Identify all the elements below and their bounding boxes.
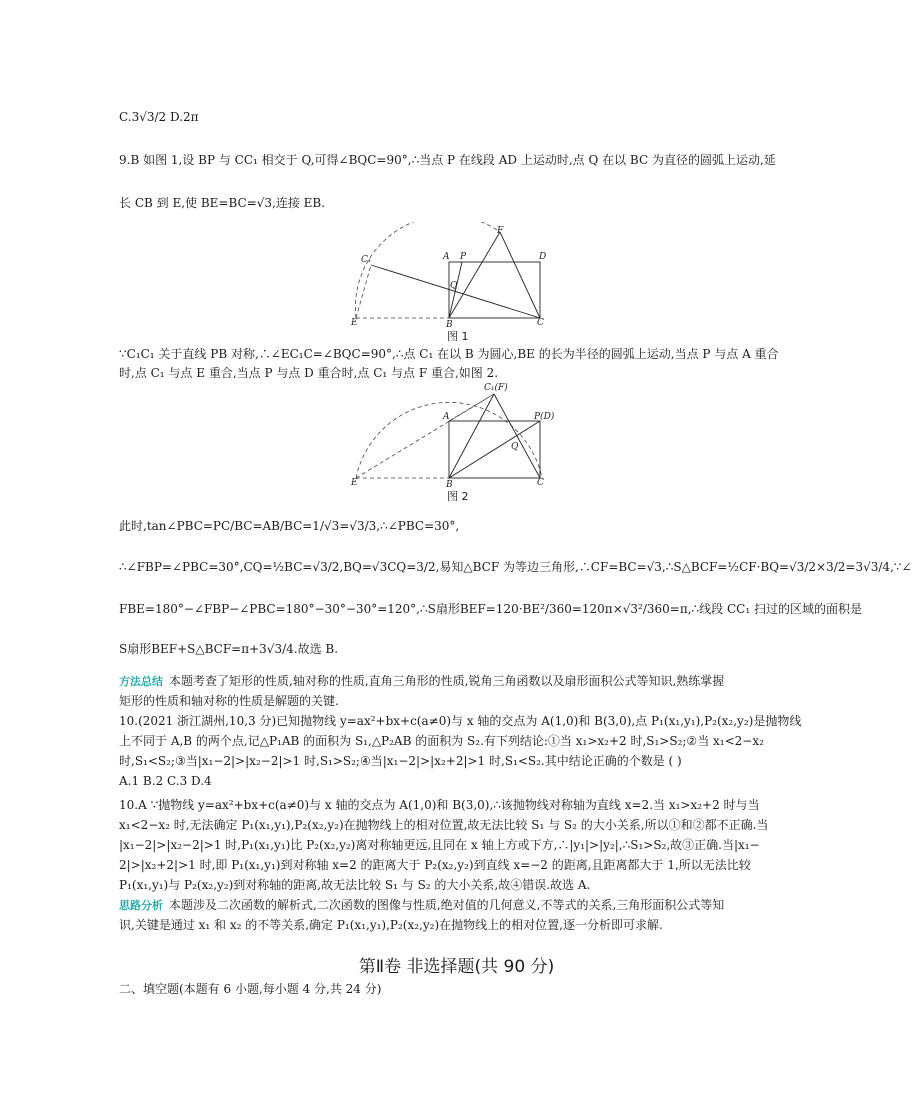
fig2-label-C1F: C₁(F) <box>484 383 508 393</box>
analysis-note <box>119 896 799 915</box>
fig1-dashed-EC1 <box>356 265 371 318</box>
solution-9-line-6: ∴∠FBP=∠PBC=30°,CQ=½BC=√3/2,BQ=√3CQ=3/2,易知△BCF 为等边三角形,∴CF=BC=√3,∴S△BCF=½CF·BQ=√3/2×3/2=3√3/4,∵∠ <box>119 560 912 574</box>
solution-10-line-5: P₁(x₁,y₁)与 P₂(x₂,y₂)到对称轴的距离,故无法比较 S₁ 与 S₂ 的大小关系,故④错误.故选 A. <box>119 878 591 892</box>
fig1-rectangle <box>449 262 540 318</box>
solution-10-line-2: x₁<2−x₂ 时,无法确定 P₁(x₁,y₁),P₂(x₂,y₂)在抛物线上的相对位置,故无法比较 S₁ 与 S₂ 的大小关系,所以①和②都不正确.当 <box>119 818 769 832</box>
solution-9-line-1: 9.B 如图 1,设 BP 与 CC₁ 相交于 Q,可得∠BQC=90°,∴当点 P 在线段 AD 上运动时,点 Q 在以 BC 为直径的圆弧上运动,延 <box>119 153 776 167</box>
solution-9-line-7: FBE=180°−∠FBP−∠PBC=180°−30°−30°=120°,∴S扇形BEF=120·BE²/360=120π×√3²/360=π,∴线段 CC₁ 扫过的区域的面积是 <box>119 602 862 616</box>
fig2-label-B: B <box>446 480 453 488</box>
solution-9-line-8: S扇形BEF+S△BCF=π+3√3/4.故选 B. <box>119 642 339 656</box>
fig1-line-BF <box>449 232 500 318</box>
analysis-note-line-2: 识,关键是通过 x₁ 和 x₂ 的不等关系,确定 P₁(x₁,y₁),P₂(x₂,y₂)在抛物线上的相对位置,逐一分析即可求解. <box>119 918 663 932</box>
fig1-label-B: B <box>446 320 453 330</box>
fig1-label-E: E <box>351 318 358 328</box>
fig1-dashed-arc <box>355 222 500 318</box>
figure-1 <box>345 222 555 332</box>
section-title: 第Ⅱ卷 非选择题(共 90 分) <box>358 957 555 977</box>
question-10-line-3: 时,S₁<S₂;③当|x₁−2|>|x₂−2|>1 时,S₁>S₂;④当|x₁−2|>|x₂+2|>1 时,S₁<S₂.其中结论正确的个数是 ( ) <box>119 754 682 768</box>
fig2-caption: 图 2 <box>447 490 469 503</box>
fig2-label-E: E <box>351 478 358 488</box>
fig1-label-F: F <box>497 226 504 236</box>
fig2-line-BC1 <box>449 394 494 478</box>
solution-9-line-2: 长 CB 到 E,使 BE=BC=√3,连接 EB. <box>119 196 326 210</box>
fill-in-heading: 二、填空题(本题有 6 小题,每小题 4 分,共 24 分) <box>119 982 382 996</box>
method-summary-tag: 方法总结 <box>119 675 163 688</box>
fig2-label-Q: Q <box>511 442 519 452</box>
fig2-label-C: C <box>537 478 544 488</box>
method-summary-text: 本题考查了矩形的性质,轴对称的性质,直角三角形的性质,锐角三角函数以及扇形面积公式等知识,熟练掌握 <box>169 674 725 688</box>
fig1-label-D: D <box>539 252 547 262</box>
question-10-line-2: 上不同于 A,B 的两个点,记△P₁AB 的面积为 S₁,△P₂AB 的面积为 S₂.有下列结论:①当 x₁>x₂+2 时,S₁>S₂;②当 x₁<2−x₂ <box>119 734 764 748</box>
method-summary-line-2: 矩形的性质和轴对称的性质是解题的关键. <box>119 694 339 708</box>
figure-2 <box>345 378 555 488</box>
solution-10-line-3: |x₁−2|>|x₂−2|>1 时,P₁(x₁,y₁)比 P₂(x₂,y₂)离对称轴更远,且同在 x 轴上方或下方,∴|y₁|>|y₂|,∴S₁>S₂,故③正确.当|x₁− <box>119 838 760 852</box>
fig2-line-BD <box>449 421 540 478</box>
option-line-c-d: C.3√3/2 D.2π <box>119 110 199 124</box>
fig1-caption: 图 1 <box>447 330 469 343</box>
question-10-options: A.1 B.2 C.3 D.4 <box>119 774 212 788</box>
solution-9-line-4: 时,点 C₁ 与点 E 重合,当点 P 与点 D 重合时,点 C₁ 与点 F 重合,如图 2. <box>119 366 499 380</box>
fig2-label-A: A <box>443 412 450 422</box>
solution-9-line-5: 此时,tan∠PBC=PC/BC=AB/BC=1/√3=√3/3,∴∠PBC=30°, <box>119 519 460 533</box>
fig2-label-PD: P(D) <box>534 412 555 422</box>
fig1-line-FC <box>500 232 540 318</box>
fig1-label-C: C <box>537 318 544 328</box>
fig2-line-C1C <box>494 394 540 478</box>
fig1-label-C1: C₁ <box>361 255 372 265</box>
fig1-label-Q: Q <box>450 281 458 291</box>
solution-10-line-4: 2|>|x₂+2|>1 时,即 P₁(x₁,y₁)到对称轴 x=2 的距离大于 P₂(x₂,y₂)到直线 x=−2 的距离,且距离都大于 1,所以无法比较 <box>119 858 751 872</box>
fig1-label-A: A <box>443 252 450 262</box>
fig1-label-P: P <box>460 252 467 262</box>
method-summary <box>119 672 799 691</box>
question-10-line-1: 10.(2021 浙江湖州,10,3 分)已知抛物线 y=ax²+bx+c(a≠0)与 x 轴的交点为 A(1,0)和 B(3,0),点 P₁(x₁,y₁),P₂(x₂,y₂)是抛物线 <box>119 714 802 728</box>
solution-10-line-1: 10.A ∵抛物线 y=ax²+bx+c(a≠0)与 x 轴的交点为 A(1,0)和 B(3,0),∴该抛物线对称轴为直线 x=2.当 x₁>x₂+2 时与当 <box>119 798 760 812</box>
analysis-tag: 思路分析 <box>119 899 163 912</box>
analysis-text: 本题涉及二次函数的解析式,二次函数的图像与性质,绝对值的几何意义,不等式的关系,三角形面积公式等知 <box>169 898 725 912</box>
solution-9-line-3: ∵C₁C₁ 关于直线 PB 对称,∴∠EC₁C=∠BQC=90°,∴点 C₁ 在以 B 为圆心,BE 的长为半径的圆弧上运动,当点 P 与点 A 重合 <box>119 347 779 361</box>
